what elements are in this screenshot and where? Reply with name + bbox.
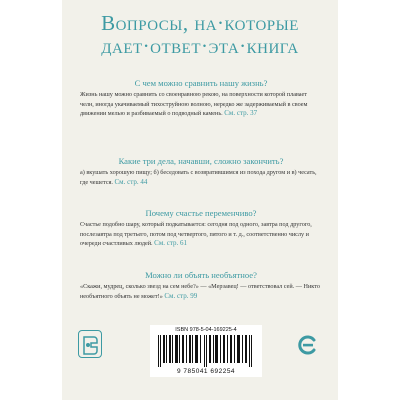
answer-4 — [80, 282, 322, 301]
cover-title — [62, 12, 338, 58]
title-line-2: дает·ответ·эта·книга — [101, 34, 299, 58]
answer-1 — [80, 90, 322, 119]
cover-bottom — [62, 320, 338, 400]
answer-2-ref: См. стр. 44 — [114, 177, 148, 186]
answer-2 — [80, 168, 322, 187]
answer-3 — [80, 220, 322, 249]
answer-3-text: Счастье подобно шару, который подкатывается: сегодня под одного, завтра под другого, послезавтра под третьего, потом под четвертого, пятого и т. д., соответственно числу и очереди счастливых людей. — [80, 221, 312, 248]
qa-block-1 — [80, 78, 322, 119]
question-2: Какие три дела, начавши, сложно закончить? — [118, 156, 284, 166]
barcode-number: 9 785041 692254 — [176, 368, 236, 375]
question-3: Почему счастье переменчиво? — [145, 208, 257, 218]
publisher-mark-icon — [78, 330, 102, 358]
barcode-icon — [156, 335, 256, 367]
isbn-label: ISBN 978-5-04-169225-4 — [175, 327, 237, 333]
eksmo-logo-icon — [298, 334, 318, 356]
qa-block-2 — [80, 156, 322, 187]
qa-block-3 — [80, 208, 322, 249]
question-4: Можно ли объять необъятное? — [145, 270, 257, 280]
answer-4-ref: См. стр. 99 — [164, 291, 198, 300]
question-1: С чем можно сравнить нашу жизнь? — [134, 78, 268, 88]
barcode-area — [150, 325, 262, 377]
title-line-1: Вопросы, на·которые — [101, 11, 299, 35]
answer-4-text: «Скажи, мудрец, сколько звезд на сем небе?» — «Мерзавец! — ответствовал сей. — Никто необъятного объять не может!» — [80, 283, 320, 300]
answer-2-text: а) вкушать хорошую пищу; б) беседовать с возвратившимся из похода другом и в) чесать, где чешется. — [80, 169, 317, 186]
answer-3-ref: См. стр. 61 — [154, 239, 188, 248]
book-back-cover — [62, 0, 338, 400]
answer-1-ref: См. стр. 37 — [224, 109, 258, 118]
qa-block-4 — [80, 270, 322, 301]
answer-1-text: Жизнь нашу можно сравнить со своенравною рекою, на поверхности которой плавает челн, иногда укачиваемый тихоструйною волною, нередко же задерживаемый в своем движении мелью и разбиваемый о подводный камень. — [80, 91, 308, 118]
